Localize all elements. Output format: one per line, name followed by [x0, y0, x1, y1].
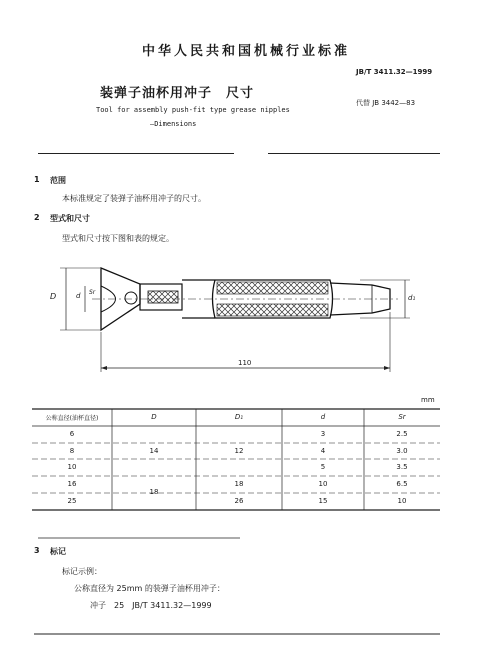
table-cell: 16 [67, 480, 77, 488]
table-cell: 5 [320, 463, 326, 471]
table-cell: 18 [234, 480, 244, 488]
table-cell: 6 [69, 430, 75, 438]
table-cell: 4 [320, 447, 326, 455]
table-cell: 26 [234, 497, 244, 505]
table-cell: 8 [69, 447, 75, 455]
table-grid [32, 409, 440, 510]
neck-hatch [148, 291, 178, 303]
label-Sr: Sr [89, 289, 96, 296]
handle-knurl-bottom [217, 304, 328, 316]
table-cell: 6.5 [396, 480, 408, 488]
section-1-title: 范围 [50, 176, 66, 185]
table-cell: 10 [397, 497, 407, 505]
section-2-text: 型式和尺寸按下图和表的规定。 [62, 234, 174, 243]
marking-example-code: 冲子 25 JB/T 3411.32—1999 [90, 601, 212, 610]
document-title: 装弹子油杯用冲子 尺寸 [100, 86, 255, 101]
table-header-D: D [151, 413, 157, 421]
table-cell: 3.5 [396, 463, 408, 471]
section-2-title: 型式和尺寸 [50, 214, 90, 223]
standard-number: JB/T 3411.32—1999 [356, 68, 433, 76]
table-cell: 25 [67, 497, 77, 505]
table-header-D1: D₁ [234, 413, 244, 421]
table-header-d: d [320, 413, 326, 421]
label-d1: d₁ [408, 294, 416, 302]
marking-example-desc: 公称直径为 25mm 的装弹子油杯用冲子： [74, 584, 225, 593]
english-title: Tool for assembly push-fit type grease nipples [96, 106, 290, 114]
table-cell: 10 [318, 480, 328, 488]
org-title: 中华人民共和国机械行业标准 [141, 44, 350, 59]
recess-ball [125, 292, 137, 304]
label-length: 110 [238, 359, 252, 367]
table-cell: 10 [67, 463, 77, 471]
table-cell: 15 [318, 497, 328, 505]
section-3-title: 标记 [50, 547, 66, 556]
label-d: d [76, 292, 81, 300]
section-2-number: 2 [34, 213, 40, 222]
marking-example-label: 标记示例： [62, 567, 102, 576]
replaces-note: 代替 JB 3442—83 [356, 99, 416, 107]
table-cell: 3 [320, 430, 326, 438]
table-header-nominal: 公称直径(油杯直径) [45, 415, 99, 422]
label-D: D [50, 292, 57, 301]
section-1-text: 本标准规定了装弹子油杯用冲子的尺寸。 [62, 194, 206, 203]
handle-knurl-top [217, 282, 328, 294]
table-cell: 12 [234, 447, 244, 455]
table-cell: 14 [149, 447, 159, 455]
table-header-Sr: Sr [398, 413, 406, 421]
english-subtitle: —Dimensions [150, 120, 197, 128]
table-cell: 18 [149, 488, 159, 496]
table-cell: 2.5 [396, 430, 408, 438]
table-cell: 3.0 [396, 447, 408, 455]
section-3-number: 3 [34, 546, 40, 555]
section-1-number: 1 [34, 175, 40, 184]
table-unit: mm [421, 396, 435, 404]
